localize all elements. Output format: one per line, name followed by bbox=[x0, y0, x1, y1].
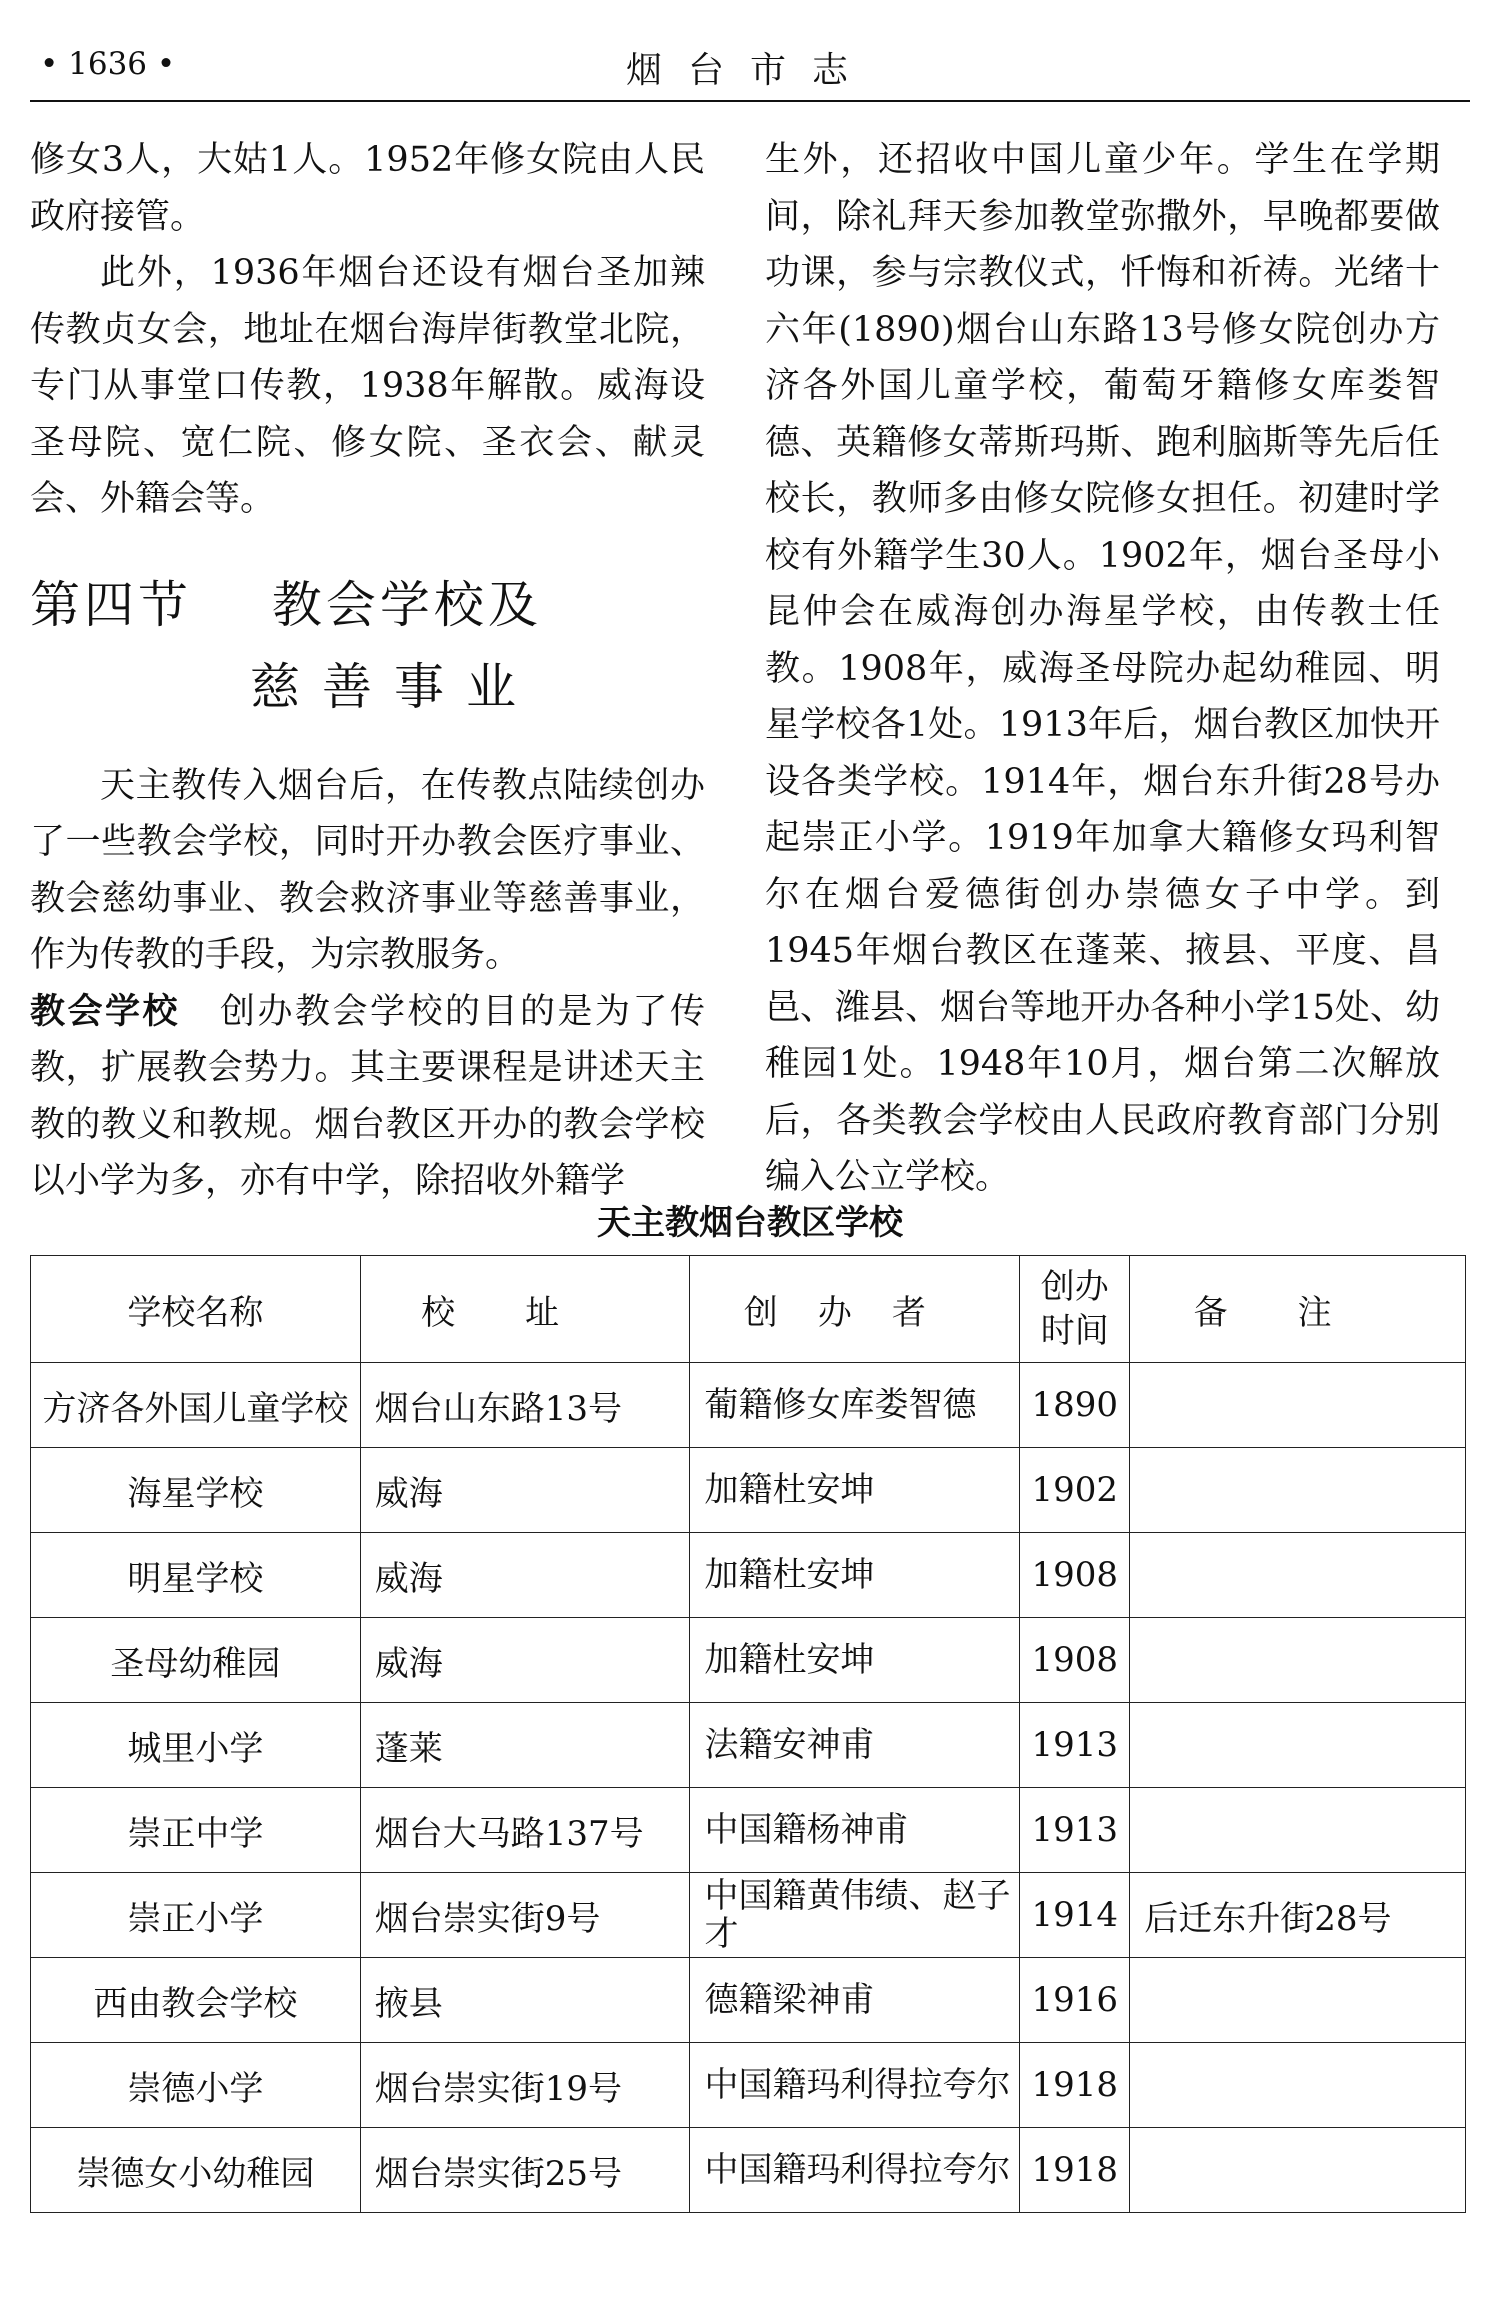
school-address: 烟台崇实街25号 bbox=[360, 2128, 690, 2213]
header-year: 创办时间 bbox=[1020, 1256, 1130, 1363]
table-row bbox=[31, 1958, 1466, 2043]
school-founder: 加籍杜安坤 bbox=[690, 1533, 1020, 1618]
school-name: 崇正小学 bbox=[31, 1873, 361, 1958]
table-row bbox=[31, 1618, 1466, 1703]
school-founder: 法籍安神甫 bbox=[690, 1703, 1020, 1788]
school-note bbox=[1130, 1533, 1466, 1618]
school-note bbox=[1130, 1363, 1466, 1448]
paragraph-text: 创办教会学校的目的是为了传教，扩展教会势力。其主要课程是讲述天主教的教义和教规。烟台教区开办的教会学校以小学为多，亦有中学，除招收外籍学 bbox=[30, 991, 705, 1201]
school-year: 1908 bbox=[1020, 1618, 1130, 1703]
school-name: 海星学校 bbox=[31, 1448, 361, 1533]
table-row bbox=[31, 1873, 1466, 1958]
header-founder: 创办者 bbox=[690, 1256, 1020, 1363]
school-founder: 中国籍黄伟绩、赵子才 bbox=[690, 1873, 1020, 1958]
paragraph: 修女3人，大姑1人。1952年修女院由人民政府接管。 bbox=[30, 140, 705, 237]
school-year: 1890 bbox=[1020, 1363, 1130, 1448]
section-number: 第四节 bbox=[30, 575, 192, 634]
running-title: 烟台市志 bbox=[625, 50, 874, 91]
school-year: 1918 bbox=[1020, 2128, 1130, 2213]
schools-table bbox=[30, 1255, 1466, 2213]
school-note bbox=[1130, 1788, 1466, 1873]
header-school-name: 学校名称 bbox=[31, 1256, 361, 1363]
school-name: 圣母幼稚园 bbox=[31, 1618, 361, 1703]
table-row bbox=[31, 2043, 1466, 2128]
section-title-line2: 慈善事业 bbox=[250, 657, 538, 716]
table-row bbox=[31, 1703, 1466, 1788]
school-founder: 中国籍玛利得拉夸尔 bbox=[690, 2128, 1020, 2213]
school-address: 威海 bbox=[360, 1533, 690, 1618]
school-founder: 加籍杜安坤 bbox=[690, 1618, 1020, 1703]
table-row bbox=[31, 1363, 1466, 1448]
school-note bbox=[1130, 1958, 1466, 2043]
school-name: 崇德女小幼稚园 bbox=[31, 2128, 361, 2213]
paragraph bbox=[30, 984, 705, 1210]
school-note bbox=[1130, 2043, 1466, 2128]
paragraph: 天主教传入烟台后，在传教点陆续创办了一些教会学校，同时开办教会医疗事业、教会慈幼事业、教会救济事业等慈善事业，作为传教的手段，为宗教服务。 bbox=[30, 765, 705, 975]
section-title-line1: 教会学校及 bbox=[271, 575, 542, 634]
paragraph: 此外，1936年烟台还设有烟台圣加辣传教贞女会，地址在烟台海岸街教堂北院，专门从事堂口传教，1938年解散。威海设圣母院、宽仁院、修女院、圣衣会、献灵会、外籍会等。 bbox=[30, 253, 705, 519]
school-note: 后迁东升街28号 bbox=[1130, 1873, 1466, 1958]
school-address: 烟台崇实街9号 bbox=[360, 1873, 690, 1958]
school-address: 烟台崇实街19号 bbox=[360, 2043, 690, 2128]
school-founder: 德籍梁神甫 bbox=[690, 1958, 1020, 2043]
school-name: 城里小学 bbox=[31, 1703, 361, 1788]
school-year: 1913 bbox=[1020, 1788, 1130, 1873]
right-column bbox=[765, 132, 1440, 1206]
header-address: 校址 bbox=[360, 1256, 690, 1363]
table-row bbox=[31, 1448, 1466, 1533]
school-founder: 加籍杜安坤 bbox=[690, 1448, 1020, 1533]
left-column bbox=[30, 132, 705, 1210]
school-name: 方济各外国儿童学校 bbox=[31, 1363, 361, 1448]
school-name: 明星学校 bbox=[31, 1533, 361, 1618]
school-address: 烟台山东路13号 bbox=[360, 1363, 690, 1448]
school-year: 1916 bbox=[1020, 1958, 1130, 2043]
school-note bbox=[1130, 1448, 1466, 1533]
school-name: 西由教会学校 bbox=[31, 1958, 361, 2043]
school-year: 1918 bbox=[1020, 2043, 1130, 2128]
school-note bbox=[1130, 1618, 1466, 1703]
school-note bbox=[1130, 1703, 1466, 1788]
school-address: 蓬莱 bbox=[360, 1703, 690, 1788]
table-row bbox=[31, 1788, 1466, 1873]
school-note bbox=[1130, 2128, 1466, 2213]
school-year: 1908 bbox=[1020, 1533, 1130, 1618]
school-founder: 中国籍玛利得拉夸尔 bbox=[690, 2043, 1020, 2128]
table-title: 天主教烟台教区学校 bbox=[597, 1203, 903, 1243]
school-address: 掖县 bbox=[360, 1958, 690, 2043]
run-in-heading: 教会学校 bbox=[30, 991, 180, 1032]
page-number: • 1636 • bbox=[40, 46, 176, 82]
paragraph: 生外，还招收中国儿童少年。学生在学期间，除礼拜天参加教堂弥撒外，早晚都要做功课，参与宗教仪式，忏悔和祈祷。光绪十六年(1890)烟台山东路13号修女院创办方济各外国儿童学校，葡萄牙籍修女库娄智德、英籍修女蒂斯玛斯、跑利脑斯等先后任校长，教师多由修女院修女担任。初建时学校有外籍学生30人。1902年，烟台圣母小昆仲会在威海创办海星学校，由传教士任教。1908年，威海圣母院办起幼稚园、明星学校各1处。1913年后，烟台教区加快开设各类学校。1914年，烟台东升街28号办起崇正小学。1919年加拿大籍修女玛利智尔在烟台爱德街创办崇德女子中学。到1945年烟台教区在蓬莱、掖县、平度、昌邑、潍县、烟台等地开办各种小学15处、幼稚园1处。1948年10月，烟台第二次解放后，各类教会学校由人民政府教育部门分别编入公立学校。 bbox=[765, 140, 1440, 1197]
school-address: 威海 bbox=[360, 1618, 690, 1703]
school-name: 崇正中学 bbox=[31, 1788, 361, 1873]
page-header bbox=[30, 38, 1470, 102]
school-name: 崇德小学 bbox=[31, 2043, 361, 2128]
school-year: 1913 bbox=[1020, 1703, 1130, 1788]
school-year: 1902 bbox=[1020, 1448, 1130, 1533]
school-address: 烟台大马路137号 bbox=[360, 1788, 690, 1873]
header-note: 备注 bbox=[1130, 1256, 1466, 1363]
table-header-row bbox=[31, 1256, 1466, 1363]
school-founder: 中国籍杨神甫 bbox=[690, 1788, 1020, 1873]
school-year: 1914 bbox=[1020, 1873, 1130, 1958]
school-address: 威海 bbox=[360, 1448, 690, 1533]
school-founder: 葡籍修女库娄智德 bbox=[690, 1363, 1020, 1448]
table-row bbox=[31, 2128, 1466, 2213]
section-heading bbox=[30, 564, 705, 728]
table-row bbox=[31, 1533, 1466, 1618]
